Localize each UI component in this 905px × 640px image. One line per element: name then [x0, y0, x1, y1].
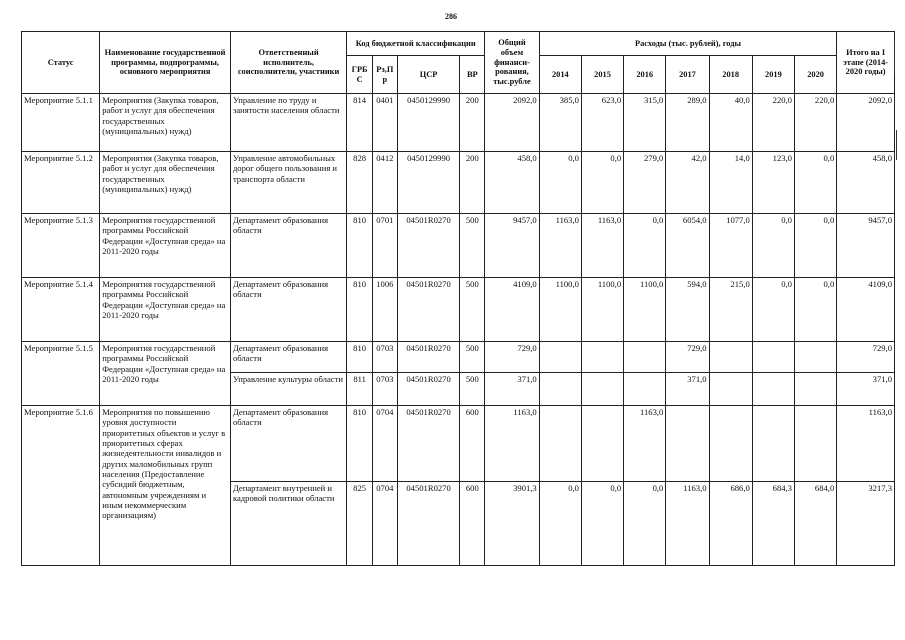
- header-year-2015: 2015: [581, 56, 623, 94]
- cell-year-2017: 6054,0: [666, 214, 709, 278]
- cell-responsible: Управление культуры области: [230, 373, 346, 406]
- cell-year-2020: [794, 373, 836, 406]
- table-body: [22, 94, 895, 566]
- cell-csr: 04501R0270: [397, 278, 460, 342]
- cell-year-2020: [794, 406, 836, 482]
- cell-year-2018: 14,0: [709, 152, 752, 214]
- cell-csr: 04501R0270: [397, 373, 460, 406]
- cell-year-2016: 1100,0: [624, 278, 666, 342]
- table-row: [22, 278, 895, 342]
- cell-year-2017: 1163,0: [666, 482, 709, 566]
- cell-total: 9457,0: [485, 214, 540, 278]
- cell-csr: 0450129990: [397, 94, 460, 152]
- cell-grbs: 810: [347, 406, 373, 482]
- table-row: [22, 94, 895, 152]
- header-stage-total: Итого на I этапе (2014-2020 годы): [837, 32, 895, 94]
- header-csr: ЦСР: [397, 56, 460, 94]
- cell-year-2017: [666, 406, 709, 482]
- cell-csr: 04501R0270: [397, 406, 460, 482]
- cell-year-2018: 40,0: [709, 94, 752, 152]
- cell-stage-total: 2092,0: [837, 94, 895, 152]
- scan-mark: [896, 130, 897, 160]
- cell-total: 729,0: [485, 342, 540, 373]
- cell-total: 3901,3: [485, 482, 540, 566]
- cell-grbs: 814: [347, 94, 373, 152]
- cell-name: Мероприятия государственной программы Российской Федерации «Доступная среда» на 2011-2020 годы: [100, 278, 231, 342]
- header-year-2019: 2019: [752, 56, 794, 94]
- cell-vr: 500: [460, 278, 485, 342]
- cell-year-2015: [581, 406, 623, 482]
- cell-year-2020: 0,0: [794, 152, 836, 214]
- header-year-2018: 2018: [709, 56, 752, 94]
- cell-name: Мероприятия (Закупка товаров, работ и услуг для обеспечения государственных (муниципальных) нужд): [100, 152, 231, 214]
- cell-vr: 500: [460, 373, 485, 406]
- header-year-2016: 2016: [624, 56, 666, 94]
- cell-stage-total: 729,0: [837, 342, 895, 373]
- cell-year-2016: 1163,0: [624, 406, 666, 482]
- cell-year-2019: 220,0: [752, 94, 794, 152]
- cell-csr: 04501R0270: [397, 214, 460, 278]
- cell-year-2019: [752, 373, 794, 406]
- cell-year-2019: 684,3: [752, 482, 794, 566]
- cell-name: Мероприятия (Закупка товаров, работ и услуг для обеспечения государственных (муниципальных) нужд): [100, 94, 231, 152]
- cell-year-2016: 0,0: [624, 482, 666, 566]
- budget-table: [21, 31, 895, 566]
- cell-year-2016: 315,0: [624, 94, 666, 152]
- cell-stage-total: 3217,3: [837, 482, 895, 566]
- cell-year-2015: 0,0: [581, 482, 623, 566]
- cell-responsible: Управление автомобильных дорог общего пользования и транспорта области: [230, 152, 346, 214]
- cell-year-2020: 0,0: [794, 214, 836, 278]
- cell-stage-total: 458,0: [837, 152, 895, 214]
- cell-total: 458,0: [485, 152, 540, 214]
- cell-grbs: 825: [347, 482, 373, 566]
- table-row: [22, 214, 895, 278]
- cell-vr: 200: [460, 152, 485, 214]
- cell-year-2019: 0,0: [752, 214, 794, 278]
- cell-year-2018: 1077,0: [709, 214, 752, 278]
- header-year-2014: 2014: [539, 56, 581, 94]
- cell-year-2015: 0,0: [581, 152, 623, 214]
- cell-year-2018: 215,0: [709, 278, 752, 342]
- cell-year-2017: 289,0: [666, 94, 709, 152]
- cell-stage-total: 4109,0: [837, 278, 895, 342]
- cell-year-2014: 0,0: [539, 482, 581, 566]
- cell-rzpr: 1006: [372, 278, 397, 342]
- header-vr: ВР: [460, 56, 485, 94]
- cell-total: 1163,0: [485, 406, 540, 482]
- cell-vr: 200: [460, 94, 485, 152]
- cell-responsible: Управление по труду и занятости населения области: [230, 94, 346, 152]
- cell-year-2014: 1100,0: [539, 278, 581, 342]
- cell-status: Мероприятие 5.1.3: [22, 214, 100, 278]
- cell-grbs: 810: [347, 214, 373, 278]
- header-year-2017: 2017: [666, 56, 709, 94]
- cell-status: Мероприятие 5.1.6: [22, 406, 100, 566]
- cell-year-2020: 684,0: [794, 482, 836, 566]
- header-rzpr: Рз,П р: [372, 56, 397, 94]
- cell-vr: 600: [460, 406, 485, 482]
- cell-status: Мероприятие 5.1.5: [22, 342, 100, 406]
- cell-responsible: Департамент внутренней и кадровой политики области: [230, 482, 346, 566]
- header-grbs: ГРБ С: [347, 56, 373, 94]
- cell-year-2018: 686,0: [709, 482, 752, 566]
- cell-vr: 500: [460, 214, 485, 278]
- cell-rzpr: 0703: [372, 373, 397, 406]
- cell-grbs: 828: [347, 152, 373, 214]
- page-number: 286: [445, 12, 457, 21]
- cell-responsible: Департамент образования области: [230, 278, 346, 342]
- cell-year-2015: 623,0: [581, 94, 623, 152]
- cell-year-2020: 220,0: [794, 94, 836, 152]
- cell-grbs: 810: [347, 278, 373, 342]
- cell-status: Мероприятие 5.1.4: [22, 278, 100, 342]
- cell-grbs: 811: [347, 373, 373, 406]
- cell-responsible: Департамент образования области: [230, 406, 346, 482]
- cell-year-2014: [539, 342, 581, 373]
- cell-year-2015: 1100,0: [581, 278, 623, 342]
- cell-status: Мероприятие 5.1.1: [22, 94, 100, 152]
- cell-rzpr: 0412: [372, 152, 397, 214]
- cell-year-2014: [539, 373, 581, 406]
- cell-rzpr: 0704: [372, 482, 397, 566]
- table-row: [22, 406, 895, 482]
- cell-year-2015: [581, 373, 623, 406]
- cell-year-2014: [539, 406, 581, 482]
- cell-year-2018: [709, 406, 752, 482]
- cell-year-2018: [709, 342, 752, 373]
- cell-total: 371,0: [485, 373, 540, 406]
- cell-stage-total: 9457,0: [837, 214, 895, 278]
- cell-year-2020: 0,0: [794, 278, 836, 342]
- cell-total: 4109,0: [485, 278, 540, 342]
- cell-year-2015: [581, 342, 623, 373]
- cell-name: Мероприятия государственной программы Российской Федерации «Доступная среда» на 2011-2020 годы: [100, 214, 231, 278]
- table-header: [22, 32, 895, 94]
- cell-rzpr: 0704: [372, 406, 397, 482]
- cell-name: Мероприятия государственной программы Российской Федерации «Доступная среда» на 2011-2020 годы: [100, 342, 231, 406]
- cell-year-2014: 1163,0: [539, 214, 581, 278]
- cell-year-2019: 123,0: [752, 152, 794, 214]
- cell-year-2017: 42,0: [666, 152, 709, 214]
- cell-stage-total: 371,0: [837, 373, 895, 406]
- cell-responsible: Департамент образования области: [230, 342, 346, 373]
- cell-rzpr: 0703: [372, 342, 397, 373]
- cell-vr: 600: [460, 482, 485, 566]
- cell-csr: 04501R0270: [397, 342, 460, 373]
- header-expenses: Расходы (тыс. рублей), годы: [539, 32, 837, 56]
- cell-vr: 500: [460, 342, 485, 373]
- cell-year-2019: [752, 342, 794, 373]
- table-row: [22, 342, 895, 373]
- cell-year-2018: [709, 373, 752, 406]
- cell-year-2014: 0,0: [539, 152, 581, 214]
- header-year-2020: 2020: [794, 56, 836, 94]
- cell-year-2019: 0,0: [752, 278, 794, 342]
- cell-year-2020: [794, 342, 836, 373]
- cell-rzpr: 0701: [372, 214, 397, 278]
- cell-responsible: Департамент образования области: [230, 214, 346, 278]
- cell-year-2017: 371,0: [666, 373, 709, 406]
- cell-year-2015: 1163,0: [581, 214, 623, 278]
- cell-csr: 04501R0270: [397, 482, 460, 566]
- cell-year-2014: 385,0: [539, 94, 581, 152]
- cell-year-2016: 279,0: [624, 152, 666, 214]
- cell-year-2016: [624, 342, 666, 373]
- cell-stage-total: 1163,0: [837, 406, 895, 482]
- cell-year-2019: [752, 406, 794, 482]
- cell-csr: 0450129990: [397, 152, 460, 214]
- cell-year-2017: 729,0: [666, 342, 709, 373]
- header-responsible: Ответственный исполнитель, соисполнители, участники: [230, 32, 346, 94]
- cell-name: Мероприятия по повышению уровня доступности приоритетных объектов и услуг в приоритетных сферах жизнедеятельности инвалидов и других маломобильных групп населения (Предоставление субсидий бюджетным, автономным учреждениям и иным некоммерческим организациям): [100, 406, 231, 566]
- header-budget-code: Код бюджетной классификации: [347, 32, 485, 56]
- header-status: Статус: [22, 32, 100, 94]
- table-row: [22, 152, 895, 214]
- cell-status: Мероприятие 5.1.2: [22, 152, 100, 214]
- cell-grbs: 810: [347, 342, 373, 373]
- cell-year-2016: 0,0: [624, 214, 666, 278]
- cell-year-2016: [624, 373, 666, 406]
- header-name: Наименование государственной программы, подпрограммы, основного мероприятия: [100, 32, 231, 94]
- scan-mark: [894, 40, 895, 74]
- cell-year-2017: 594,0: [666, 278, 709, 342]
- cell-rzpr: 0401: [372, 94, 397, 152]
- header-total-volume: Общий объем финанси-рования, тыс.рубле: [485, 32, 540, 94]
- cell-total: 2092,0: [485, 94, 540, 152]
